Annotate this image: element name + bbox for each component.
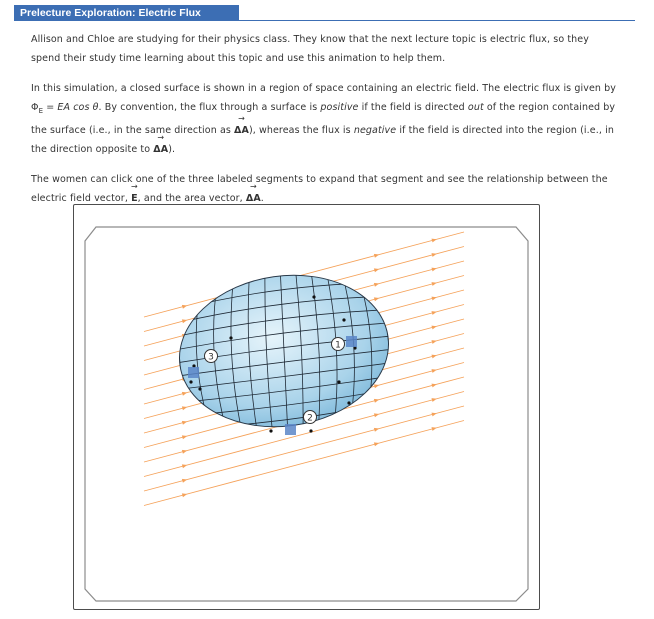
title-divider [14, 20, 635, 21]
area-vector-symbol-3: → ΔA [246, 189, 261, 208]
segment-2-label: 2 [307, 413, 313, 424]
intro-paragraph: Allison and Chloe are studying for their physics class. They know that the next lecture topic is electric flux, so they spend their study time learning about this topic and use this animation to help them. [31, 34, 589, 64]
simulation-canvas [74, 205, 539, 609]
segment-1-label: 1 [335, 340, 341, 351]
surface-dot [189, 380, 192, 383]
surface-dot [309, 429, 312, 432]
surface-dot [347, 401, 350, 404]
surface-dot [269, 429, 272, 432]
simulation-paragraph: In this simulation, a closed surface is shown in a region of space containing an electric field. The electric flux is given by $\Phi_E$ = EA cos θ. By convention, the flux through a surface is positive if the field is directed out of the region contained by the surface (i.e., in the same direction as → ΔA), whereas the flux is negative if the field is directed into the region (i.e., in the direction opposite to → ΔA). [31, 79, 621, 159]
surface-dot [198, 387, 201, 390]
segment-3-label: 3 [208, 352, 214, 363]
surface-dot [337, 380, 340, 383]
surface-dot [312, 295, 315, 298]
flux-symbol: Φ [31, 102, 39, 113]
simulation-frame [73, 204, 540, 610]
area-vector-symbol: → ΔA [234, 121, 249, 140]
segments-paragraph: The women can click one of the three labeled segments to expand that segment and see the relationship between the electric field vector, → E, and the area vector, → ΔA. [31, 170, 621, 208]
field-vector-symbol: → E [131, 189, 138, 208]
area-vector-symbol-2: → ΔA [153, 140, 168, 159]
flux-subscript: E [38, 107, 44, 115]
flux-formula: = EA cos θ [43, 102, 99, 113]
surface-dot [229, 336, 232, 339]
page-title: Prelecture Exploration: Electric Flux [14, 5, 239, 21]
instructions [31, 30, 621, 219]
surface-dot [342, 318, 345, 321]
